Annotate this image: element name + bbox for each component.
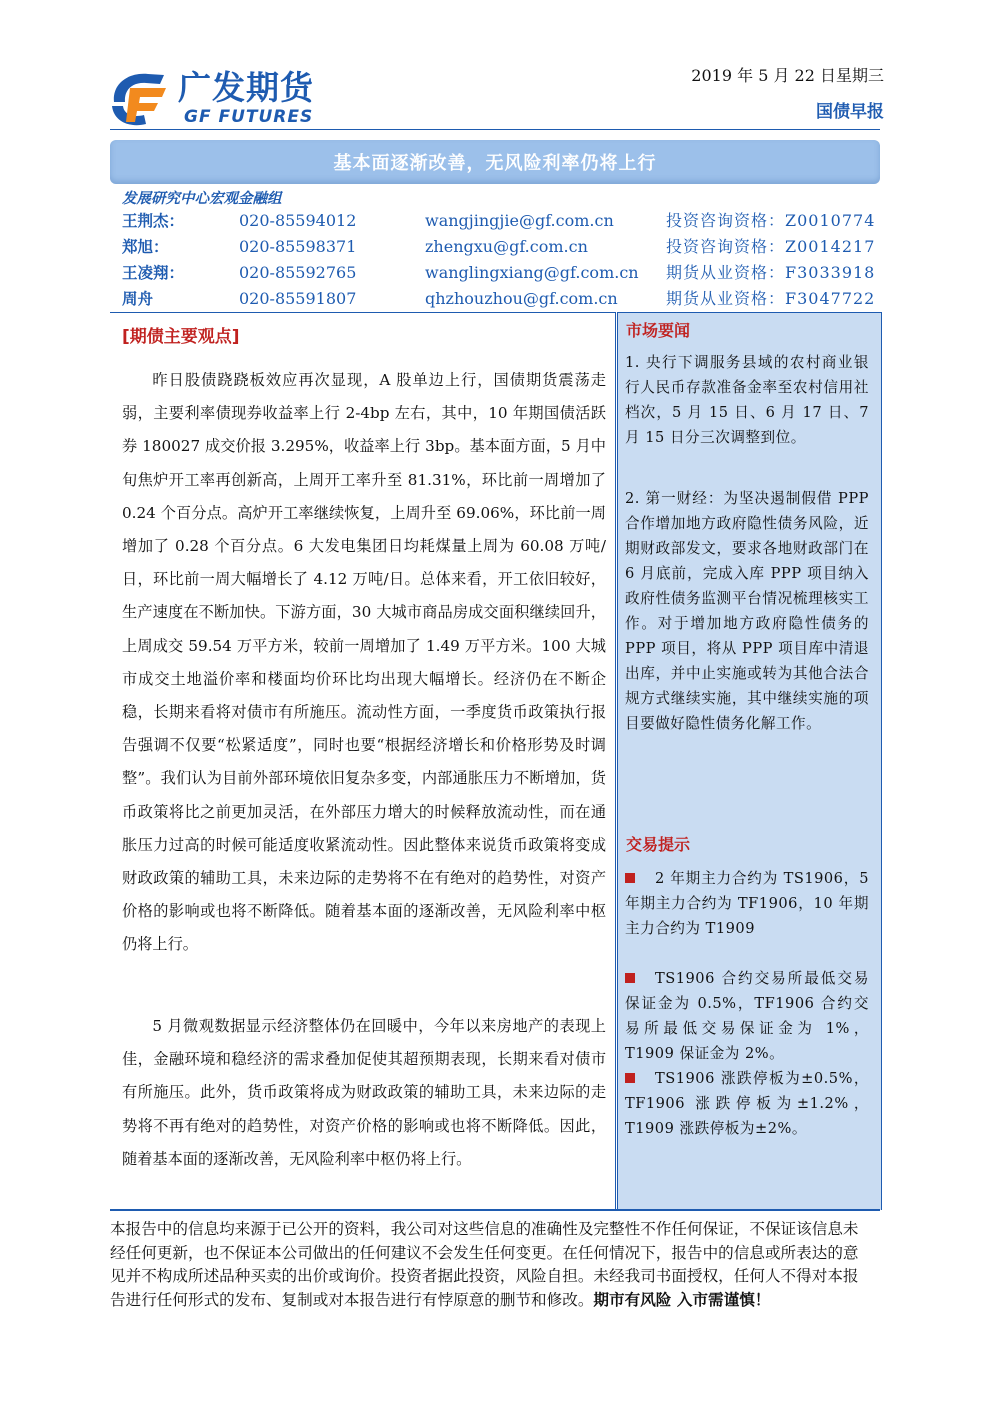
trading-tip (625, 866, 869, 941)
author-certificate: 投资咨询资格：Z0014217 (666, 237, 876, 256)
gf-logo-icon (104, 66, 172, 130)
author-email[interactable]: wanglingxiang@gf.com.cn (425, 263, 639, 282)
disclaimer-text: 本报告中的信息均来源于已公开的资料，我公司对这些信息的准确性及完整性不作任何保证，不保证该信息未经任何更新，也不保证本公司做出的任何建议不会发生任何变更。在任何情况下，报告中的信息或所表达的意见并不构成所述品种买卖的出价或询价。投资者据此投资，风险自担。未经我司书面授权，任何人不得对本报告进行任何形式的发布、复制或对本报告进行有悖原意的删节和修改。 (110, 1220, 859, 1309)
department: 发展研究中心宏观金融组 (122, 191, 282, 207)
author-certificate: 投资咨询资格：Z0010774 (666, 211, 876, 230)
author-row (110, 210, 880, 232)
trading-tip (625, 1066, 869, 1141)
body-paragraph: 5 月微观数据显示经济整体仍在回暖中，今年以来房地产的表现上佳，金融环境和稳经济的需求叠加促使其超预期表现，长期来看对债市有所施压。此外，货币政策将成为财政政策的辅助工具，未来边际的走势将不再有绝对的趋势性，对资产价格的影响或也将不断降低。因此，随着基本面的逐渐改善，无风险利率中枢仍将上行。 (122, 1017, 606, 1168)
disclaimer (110, 1218, 870, 1312)
news-item: 1. 央行下调服务县域的农村商业银行人民币存款准备金率至农村信用社档次，5 月 15 日、6 月 17 日、7 月 15 日分三次调整到位。 (625, 354, 869, 446)
author-row (110, 288, 880, 310)
section-title-views: [期债主要观点] (122, 327, 240, 347)
tip-text: TS1906 涨跌停板为±0.5%，TF1906 涨跌停板为±1.2%，T1909 涨跌停板为±2%。 (625, 1070, 869, 1137)
section-title-news: 市场要闻 (626, 321, 691, 340)
author-phone: 020-85592765 (239, 263, 357, 282)
square-bullet-icon (625, 1073, 635, 1083)
header-divider (110, 129, 880, 130)
author-name: 王凌翔： (122, 264, 185, 282)
author-row (110, 262, 880, 284)
footer-divider (110, 1209, 880, 1211)
brand-name-cn: 广发期货 (178, 68, 314, 107)
section-title-tips: 交易提示 (626, 835, 691, 854)
author-certificate: 期货从业资格：F3047722 (666, 289, 876, 308)
brand-name-en: GF FUTURES (184, 107, 314, 127)
trading-tip (625, 966, 869, 1066)
author-email[interactable]: zhengxu@gf.com.cn (425, 237, 588, 256)
tip-text: TS1906 合约交易所最低交易保证金为 0.5%，TF1906 合约交易所最低交易保证金为 1%，T1909 保证金为 2%。 (625, 970, 869, 1062)
report-date: 2019 年 5 月 22 日星期三 (691, 66, 884, 85)
author-certificate: 期货从业资格：F3033918 (666, 263, 876, 282)
tip-text: 2 年期主力合约为 TS1906，5 年期主力合约为 TF1906，10 年期主力合约为 T1909 (625, 870, 869, 937)
company-logo (104, 66, 354, 130)
risk-warning: 期市有风险 入市需谨慎！ (593, 1290, 771, 1309)
author-row (110, 236, 880, 258)
author-phone: 020-85594012 (239, 211, 357, 230)
report-type: 国债早报 (816, 102, 884, 122)
body-paragraph: 昨日股债跷跷板效应再次显现，A 股单边上行，国债期货震荡走弱，主要利率债现券收益率上行 2-4bp 左右，其中，10 年期国债活跃券 180027 成交价报 3.295%，收益率上行 3bp。基本面方面，5 月中旬焦炉开工率再创新高，上周开工率升至 81.31%，环比前一周增加了 0.24 个百分点。高炉开工率继续恢复，上周升至 69.06%，环比前一周增加了 0.28 个百分点。6 大发电集团日均耗煤量上周为 60.08 万吨/日，环比前一周大幅增长了 4.12 万吨/日。总体来看，开工依旧较好，生产速度在不断加快。下游方面，30 大城市商品房成交面积继续回升，上周成交 59.54 万平方米，较前一周增加了 1.49 万平方米。100 大城市成交土地溢价率和楼面均价环比均出现大幅增长。经济仍在不断企稳，长期来看将对债市有所施压。流动性方面，一季度货币政策执行报告强调不仅要“松紧适度”，同时也要“根据经济增长和价格形势及时调整”。我们认为目前外部环境依旧复杂多变，内部通胀压力不断增加，货币政策将比之前更加灵活，在外部压力增大的时候释放流动性，而在通胀压力过高的时候可能适度收紧流动性。因此整体来说货币政策将变成财政政策的辅助工具，未来边际的走势将不在有绝对的趋势性，对资产价格的影响或也将不断降低。随着基本面的逐渐改善，无风险利率中枢仍将上行。 (122, 371, 606, 954)
square-bullet-icon (625, 873, 635, 883)
square-bullet-icon (625, 973, 635, 983)
author-name: 郑旭： (122, 238, 169, 256)
author-email[interactable]: wangjingjie@gf.com.cn (425, 211, 614, 230)
author-email[interactable]: qhzhouzhou@gf.com.cn (425, 289, 618, 308)
author-phone: 020-85598371 (239, 237, 357, 256)
title-banner (110, 140, 880, 184)
news-item: 2. 第一财经：为坚决遏制假借 PPP 合作增加地方政府隐性债务风险，近期财政部发文，要求各地财政部门在 6 月底前，完成入库 PPP 项目纳入政府性债务监测平台情况梳理核实工作。对于增加地方政府隐性债务的 PPP 项目，将从 PPP 项目库中清退出库，并中止实施或转为其他合法合规方式继续实施，其中继续实施的项目要做好隐性债务化解工作。 (625, 490, 869, 732)
author-phone: 020-85591807 (239, 289, 357, 308)
author-name: 王荆杰： (122, 212, 185, 230)
report-title: 基本面逐渐改善，无风险利率仍将上行 (333, 153, 657, 174)
author-name: 周舟 (122, 290, 154, 308)
